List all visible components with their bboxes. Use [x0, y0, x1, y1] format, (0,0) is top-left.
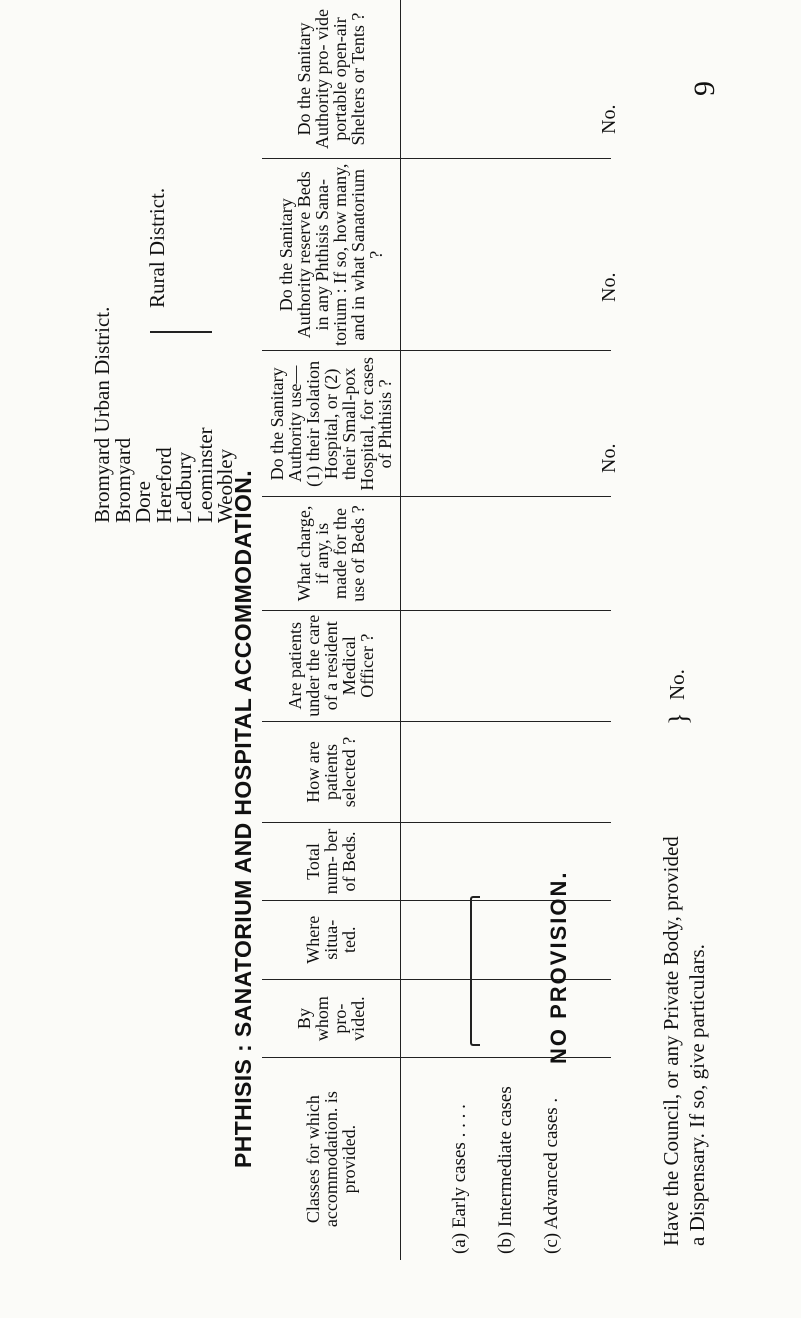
total-beds-cell — [401, 823, 611, 901]
header-reserve-beds: Do the Sanitary Authority reserve Beds in any Phthisis Sana- torium : If so, how many, and in what Sanatorium ? — [262, 159, 401, 351]
medical-officer-cell — [401, 610, 611, 721]
by-whom-cell — [401, 979, 611, 1057]
where-cell — [401, 900, 611, 979]
answer-isolation: No. — [598, 443, 620, 473]
page-number: 9 — [688, 81, 721, 96]
shelters-cell — [401, 0, 611, 159]
header-isolation: Do the Sanitary Authority use— (1) their Isolation Hospital, or (2) their Small-pox Hospital, for cases of Phthisis ? — [262, 351, 401, 497]
no-provision-label: NO PROVISION. — [546, 870, 571, 1064]
header-total-beds: Total num- ber of Beds. — [262, 823, 401, 901]
charge-cell — [401, 497, 611, 610]
district-item: Hereford — [151, 447, 176, 523]
district-list — [92, 307, 236, 523]
rural-district-label: Rural District. — [145, 187, 169, 308]
reserve-beds-cell — [401, 159, 611, 351]
district-item: Leominster — [192, 427, 217, 523]
answer-reserve-beds: No. — [598, 272, 620, 302]
class-early: (a) Early cases . . . . — [448, 1104, 470, 1254]
header-row — [262, 0, 401, 1260]
column-bracket — [470, 896, 480, 1046]
district-item: Dore — [131, 481, 155, 523]
page-title: PHTHISIS : SANATORIUM AND HOSPITAL ACCOMMODATION. — [230, 469, 256, 1168]
question-brace: } — [664, 712, 693, 725]
class-intermediate: (b) Intermediate cases — [494, 1086, 516, 1254]
isolation-cell — [401, 351, 611, 497]
header-charge: What charge, if any, is made for the use of Beds ? — [262, 497, 401, 610]
selection-cell — [401, 721, 611, 822]
question-line-1: Have the Council, or any Private Body, provided — [659, 836, 683, 1246]
rural-brace — [150, 330, 212, 333]
question-answer: No. — [665, 669, 689, 700]
header-medical-officer: Are patients under the care of a resident Medical Officer ? — [262, 610, 401, 721]
dispensary-question — [658, 836, 710, 1246]
district-item: Weobley — [213, 448, 237, 523]
question-line-2: a Dispensary. If so, give particulars. — [685, 944, 709, 1246]
answer-shelters: No. — [598, 104, 620, 134]
body-row — [401, 0, 611, 1260]
classes-cell — [401, 1058, 611, 1260]
header-by-whom: By whom pro- vided. — [262, 979, 401, 1057]
header-where: Where situa- ted. — [262, 900, 401, 979]
district-item: Bromyard Urban District. — [90, 306, 114, 523]
district-item: Bromyard — [110, 437, 135, 523]
class-advanced: (c) Advanced cases . — [540, 1097, 562, 1254]
header-classes: Classes for which accommodation. is provided. — [262, 1058, 401, 1260]
header-selection: How are patients selected ? — [262, 721, 401, 822]
header-shelters: Do the Sanitary Authority pro- vide portable open-air Shelters or Tents ? — [262, 0, 401, 159]
accommodation-table — [262, 0, 611, 1260]
district-item: Ledbury — [172, 451, 196, 523]
